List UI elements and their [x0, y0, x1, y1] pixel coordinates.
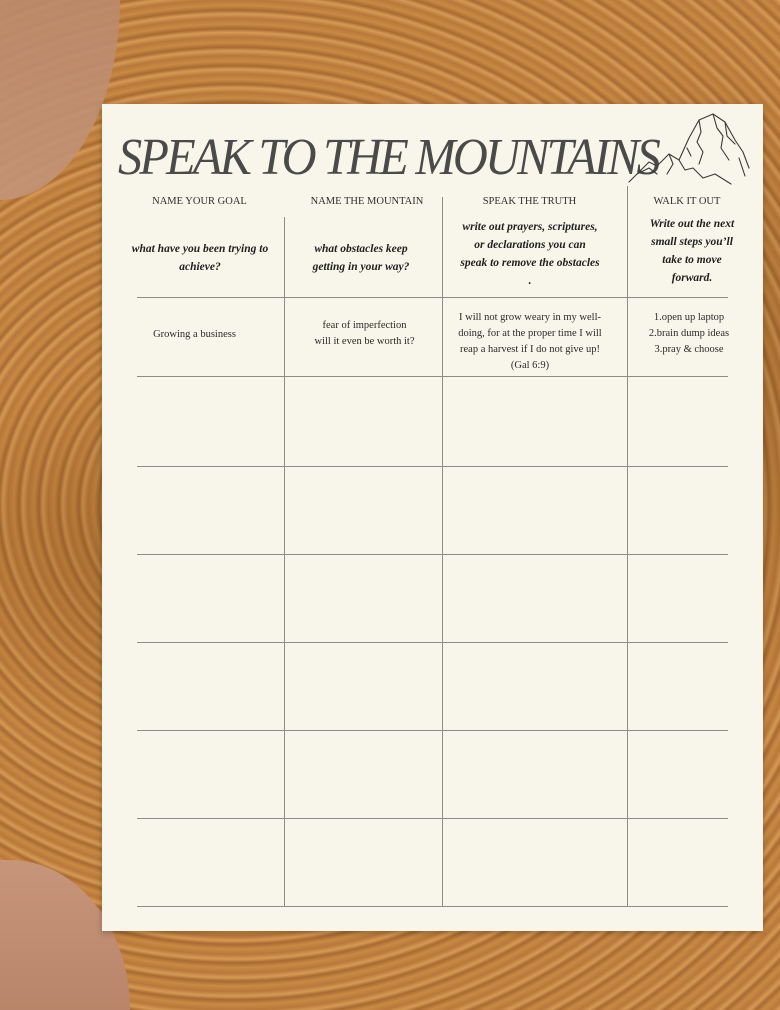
example-goal: Growing a business	[153, 329, 236, 340]
col-header-goal: NAME YOUR GOAL	[152, 196, 247, 207]
example-truth-line: doing, for at the proper time I will	[458, 328, 602, 339]
column-divider	[284, 217, 285, 907]
example-steps	[630, 310, 748, 358]
row-divider	[137, 906, 728, 907]
col-header-truth: SPEAK THE TRUTH	[482, 196, 577, 207]
example-mountain-line: will it even be worth it?	[314, 336, 415, 347]
worksheet-title: SPEAK TO THE MOUNTAINS	[118, 129, 659, 186]
example-step: 3.pray & choose	[654, 344, 724, 355]
row-divider	[137, 297, 728, 298]
prompt-goal: what have you been trying to achieve?	[131, 243, 269, 273]
prompt-truth: write out prayers, scriptures, or declarations you can speak to remove the obstacles .	[460, 221, 600, 287]
col-header-walk: WALK IT OUT	[653, 196, 721, 207]
column-divider	[442, 197, 443, 907]
example-step: 1.open up laptop	[653, 312, 725, 323]
prompt-mountain: what obstacles keep getting in your way?	[312, 243, 410, 273]
row-divider	[137, 642, 728, 643]
column-divider	[627, 186, 628, 907]
row-divider	[137, 818, 728, 819]
mountain-icon	[627, 108, 752, 188]
example-truth-line: reap a harvest if I do not give up!	[460, 344, 600, 355]
example-truth	[444, 310, 616, 374]
example-mountain-line: fear of imperfection	[322, 320, 407, 331]
prompt-walk: Write out the next small steps you’ll take to move forward.	[649, 218, 735, 284]
example-truth-line: I will not grow weary in my well-	[458, 312, 601, 323]
row-divider	[137, 376, 728, 377]
example-truth-line: (Gal 6:9)	[510, 360, 550, 371]
col-header-mountain: NAME THE MOUNTAIN	[310, 196, 424, 207]
row-divider	[137, 730, 728, 731]
example-mountain	[287, 318, 442, 350]
worksheet-page	[102, 104, 763, 931]
example-step: 2.brain dump ideas	[648, 328, 730, 339]
row-divider	[137, 554, 728, 555]
row-divider	[137, 466, 728, 467]
